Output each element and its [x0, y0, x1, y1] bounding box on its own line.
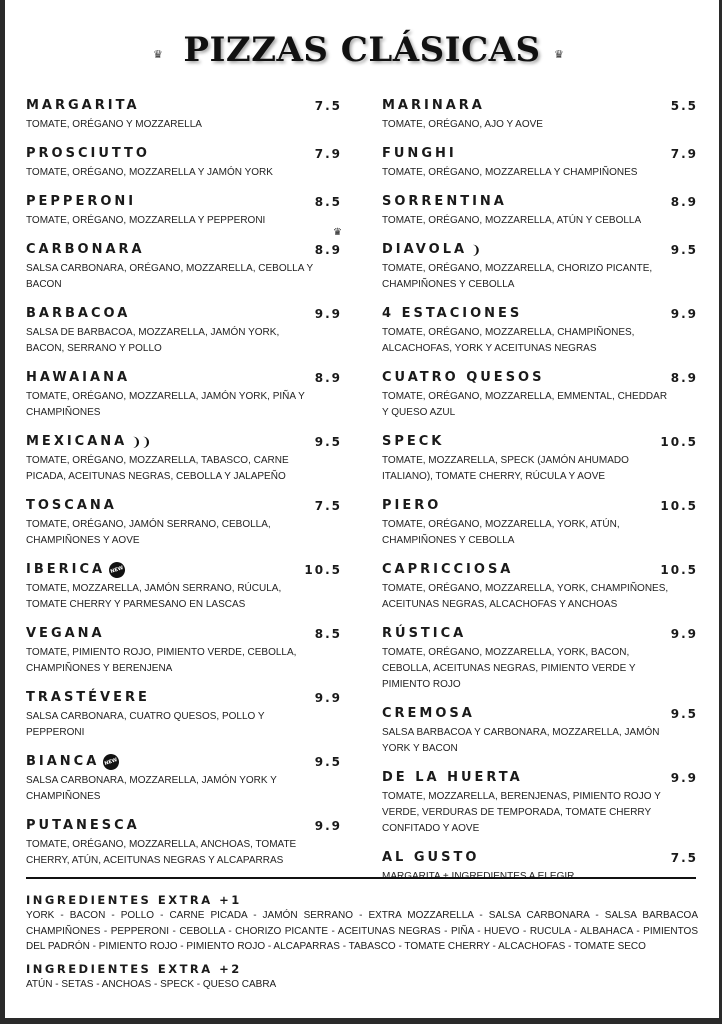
- menu-item: [382, 849, 698, 885]
- item-price: 10.5: [660, 435, 698, 449]
- menu-item: [26, 561, 342, 613]
- item-name: [382, 97, 698, 115]
- item-name-text: DE LA HUERTA: [382, 770, 523, 785]
- item-name: [26, 625, 342, 643]
- item-price: 10.5: [304, 563, 342, 577]
- item-name: [26, 689, 342, 707]
- item-name: [26, 97, 342, 115]
- item-name: [26, 241, 342, 259]
- menu-item: [26, 97, 342, 133]
- menu-item: [26, 241, 342, 293]
- menu-item: [26, 305, 342, 357]
- menu-item: [26, 145, 342, 181]
- item-name: [382, 433, 698, 451]
- item-name-text: SORRENTINA: [382, 194, 507, 209]
- item-description: SALSA CARBONARA, ORÉGANO, MOZZARELLA, CEBOLLA Y BACON: [26, 263, 313, 290]
- item-name: [26, 369, 342, 387]
- item-description: SALSA BARBACOA Y CARBONARA, MOZZARELLA, JAMÓN YORK Y BACON: [382, 727, 660, 754]
- divider: [26, 877, 696, 879]
- item-price: 10.5: [660, 563, 698, 577]
- page-title: PIZZAS CLÁSICAS: [183, 30, 541, 70]
- item-price: 8.9: [670, 195, 698, 209]
- menu-item: [382, 305, 698, 357]
- menu-page: [5, 0, 719, 1018]
- item-name-text: AL GUSTO: [382, 850, 480, 865]
- item-name: [382, 241, 698, 259]
- item-name-text: CAPRICCIOSA: [382, 562, 514, 577]
- item-name-text: 4 ESTACIONES: [382, 306, 523, 321]
- item-name-text: BIANCA: [26, 754, 100, 769]
- item-description: TOMATE, PIMIENTO ROJO, PIMIENTO VERDE, CEBOLLA, CHAMPIÑONES Y BERENJENA: [26, 647, 297, 674]
- item-name: [26, 817, 342, 835]
- item-price: 9.9: [670, 307, 698, 321]
- item-price: 8.9: [670, 371, 698, 385]
- item-description: TOMATE, ORÉGANO, MOZZARELLA, TABASCO, CARNE PICADA, ACEITUNAS NEGRAS, CEBOLLA Y JALAPEÑO: [26, 455, 289, 482]
- item-price: 9.5: [670, 707, 698, 721]
- menu-item: [26, 433, 342, 485]
- item-name-text: CARBONARA: [26, 242, 145, 257]
- item-name: [382, 561, 698, 579]
- extra-2-title: INGREDIENTES EXTRA +2: [26, 962, 242, 976]
- item-name-text: PIERO: [382, 498, 442, 513]
- item-description: TOMATE, MOZZARELLA, BERENJENAS, PIMIENTO ROJO Y VERDE, VERDURAS DE TEMPORADA, TOMATE CHERRY CONFITADO Y AOVE: [382, 791, 661, 834]
- item-price: 8.5: [314, 627, 342, 641]
- menu-item: [382, 497, 698, 549]
- menu-item: [26, 497, 342, 549]
- new-badge: NEW: [107, 560, 128, 581]
- item-name-text: SPECK: [382, 434, 445, 449]
- menu-item: [382, 193, 698, 229]
- item-name: [26, 753, 342, 771]
- item-description: TOMATE, ORÉGANO, MOZZARELLA, ATÚN Y CEBOLLA: [382, 215, 642, 226]
- item-description: TOMATE, ORÉGANO, MOZZARELLA, EMMENTAL, CHEDDAR Y QUESO AZUL: [382, 391, 668, 418]
- crown-icon: ♛: [333, 227, 342, 238]
- item-name: [26, 193, 342, 211]
- crown-icon: ♛: [153, 48, 163, 61]
- item-name-text: MARGARITA: [26, 98, 140, 113]
- item-price: 8.9: [314, 371, 342, 385]
- item-name: [382, 705, 698, 723]
- item-name-text: IBERICA: [26, 562, 106, 577]
- item-price: 7.5: [670, 851, 698, 865]
- item-price: 9.9: [314, 307, 342, 321]
- item-description: TOMATE, ORÉGANO, MOZZARELLA, CHORIZO PICANTE, CHAMPIÑONES Y CEBOLLA: [382, 263, 653, 290]
- item-price: 8.5: [314, 195, 342, 209]
- item-name: [26, 433, 342, 451]
- menu-item: [26, 689, 342, 741]
- extra-1-title: INGREDIENTES EXTRA +1: [26, 893, 242, 907]
- menu-item: [26, 817, 342, 869]
- extra-1-list: YORK - BACON - POLLO - CARNE PICADA - JAMÓN SERRANO - EXTRA MOZZARELLA - SALSA CARBONARA - SALSA BARBACOA CHAMPIÑONES - PEPPERONI - CEBOLLA - CHORIZO PICANTE - ACEITUNAS NEGRAS - PIÑA - HUEVO - RUCULA - ALBAHACA - PIMIENTOS DEL PADRÓN - PIMIENTO ROJO - PIMIENTO ROJO - ALCAPARRAS - TABASCO - TOMATE CHERRY - ALCACHOFAS - TOMATE SECO: [26, 910, 698, 952]
- menu-item: [382, 97, 698, 133]
- item-name-text: VEGANA: [26, 626, 105, 641]
- menu-item: [26, 753, 342, 805]
- menu-item: [382, 625, 698, 693]
- item-description: TOMATE, MOZZARELLA, JAMÓN SERRANO, RÚCULA, TOMATE CHERRY Y PARMESANO EN LASCAS: [26, 583, 282, 610]
- item-name: [26, 561, 342, 579]
- item-name: [382, 625, 698, 643]
- item-name-text: PEPPERONI: [26, 194, 137, 209]
- item-description: TOMATE, ORÉGANO, MOZZARELLA Y CHAMPIÑONES: [382, 167, 638, 178]
- item-name: [26, 497, 342, 515]
- menu-column-left: [26, 97, 342, 881]
- item-price: 5.5: [670, 99, 698, 113]
- menu-item: [382, 241, 698, 293]
- menu-item: [382, 369, 698, 421]
- item-name: [382, 145, 698, 163]
- extra-ingredients-1: [26, 892, 698, 955]
- item-description: TOMATE, ORÉGANO, MOZZARELLA, JAMÓN YORK, PIÑA Y CHAMPIÑONES: [26, 391, 305, 418]
- item-description: TOMATE, MOZZARELLA, SPECK (JAMÓN AHUMADO ITALIANO), TOMATE CHERRY, RÚCULA Y AOVE: [382, 455, 629, 482]
- item-description: TOMATE, ORÉGANO, MOZZARELLA, YORK, ATÚN, CHAMPIÑONES Y CEBOLLA: [382, 519, 620, 546]
- item-description: SALSA CARBONARA, CUATRO QUESOS, POLLO Y PEPPERONI: [26, 711, 265, 738]
- item-description: TOMATE, ORÉGANO, MOZZARELLA, YORK, CHAMPIÑONES, ACEITUNAS NEGRAS, ALCACHOFAS Y ANCHOAS: [382, 583, 669, 610]
- item-name: [382, 849, 698, 867]
- item-name: [26, 145, 342, 163]
- item-description: TOMATE, ORÉGANO, MOZZARELLA, CHAMPIÑONES, ALCACHOFAS, YORK Y ACEITUNAS NEGRAS: [382, 327, 635, 354]
- crown-icon: ♛: [554, 48, 564, 61]
- item-name-text: HAWAIANA: [26, 370, 131, 385]
- item-price: 9.5: [670, 243, 698, 257]
- menu-item: [26, 369, 342, 421]
- item-price: 9.9: [314, 691, 342, 705]
- item-description: SALSA DE BARBACOA, MOZZARELLA, JAMÓN YORK, BACON, SERRANO Y POLLO: [26, 327, 280, 354]
- item-name-text: PUTANESCA: [26, 818, 140, 833]
- item-price: 9.5: [314, 755, 342, 769]
- item-description: TOMATE, ORÉGANO, AJO Y AOVE: [382, 119, 543, 130]
- item-description: TOMATE, ORÉGANO, MOZZARELLA Y PEPPERONI: [26, 215, 266, 226]
- item-description: TOMATE, ORÉGANO, MOZZARELLA Y JAMÓN YORK: [26, 167, 273, 178]
- item-description: TOMATE, ORÉGANO, MOZZARELLA, ANCHOAS, TOMATE CHERRY, ATÚN, ACEITUNAS NEGRAS Y ALCAPARRAS: [26, 839, 297, 866]
- item-price: 10.5: [660, 499, 698, 513]
- item-name-text: MEXICANA: [26, 434, 128, 449]
- item-name: [382, 305, 698, 323]
- chili-icon: ❩❩: [131, 435, 152, 449]
- item-price: 9.5: [314, 435, 342, 449]
- item-name-text: CREMOSA: [382, 706, 475, 721]
- chili-icon: ❩: [471, 243, 482, 257]
- item-price: 7.9: [314, 147, 342, 161]
- item-name: [382, 193, 698, 211]
- item-price: 9.9: [670, 627, 698, 641]
- extra-ingredients-2: [26, 961, 698, 993]
- item-name: [382, 369, 698, 387]
- item-name-text: FUNGHI: [382, 146, 457, 161]
- menu-item: [26, 625, 342, 677]
- item-price: 7.9: [670, 147, 698, 161]
- new-badge: NEW: [101, 752, 122, 773]
- item-description: TOMATE, ORÉGANO Y MOZZARELLA: [26, 119, 202, 130]
- item-name: [26, 305, 342, 323]
- menu-item: [382, 705, 698, 757]
- menu-column-right: [382, 97, 698, 897]
- item-price: 7.5: [314, 499, 342, 513]
- extra-2-list: ATÚN - SETAS - ANCHOAS - SPECK - QUESO CABRA: [26, 979, 277, 990]
- menu-item: [382, 769, 698, 837]
- menu-item: [382, 561, 698, 613]
- item-name-text: PROSCIUTTO: [26, 146, 150, 161]
- menu-item: [382, 145, 698, 181]
- item-name-text: DIAVOLA: [382, 242, 468, 257]
- item-description: SALSA CARBONARA, MOZZARELLA, JAMÓN YORK Y CHAMPIÑONES: [26, 775, 277, 802]
- item-name: [382, 769, 698, 787]
- item-name-text: TRASTÉVERE: [26, 690, 150, 705]
- menu-item: [26, 193, 342, 238]
- item-description: TOMATE, ORÉGANO, JAMÓN SERRANO, CEBOLLA, CHAMPIÑONES Y AOVE: [26, 519, 271, 546]
- item-name-text: MARINARA: [382, 98, 485, 113]
- item-name-text: BARBACOA: [26, 306, 131, 321]
- item-name: [382, 497, 698, 515]
- item-name-text: RÚSTICA: [382, 626, 467, 641]
- item-price: 9.9: [670, 771, 698, 785]
- item-price: 8.9: [314, 243, 342, 257]
- item-name-text: TOSCANA: [26, 498, 117, 513]
- item-name-text: CUATRO QUESOS: [382, 370, 545, 385]
- item-description: TOMATE, ORÉGANO, MOZZARELLA, YORK, BACON, CEBOLLA, ACEITUNAS NEGRAS, PIMIENTO VERDE Y PIMIENTO ROJO: [382, 647, 636, 690]
- item-price: 9.9: [314, 819, 342, 833]
- menu-item: [382, 433, 698, 485]
- item-price: 7.5: [314, 99, 342, 113]
